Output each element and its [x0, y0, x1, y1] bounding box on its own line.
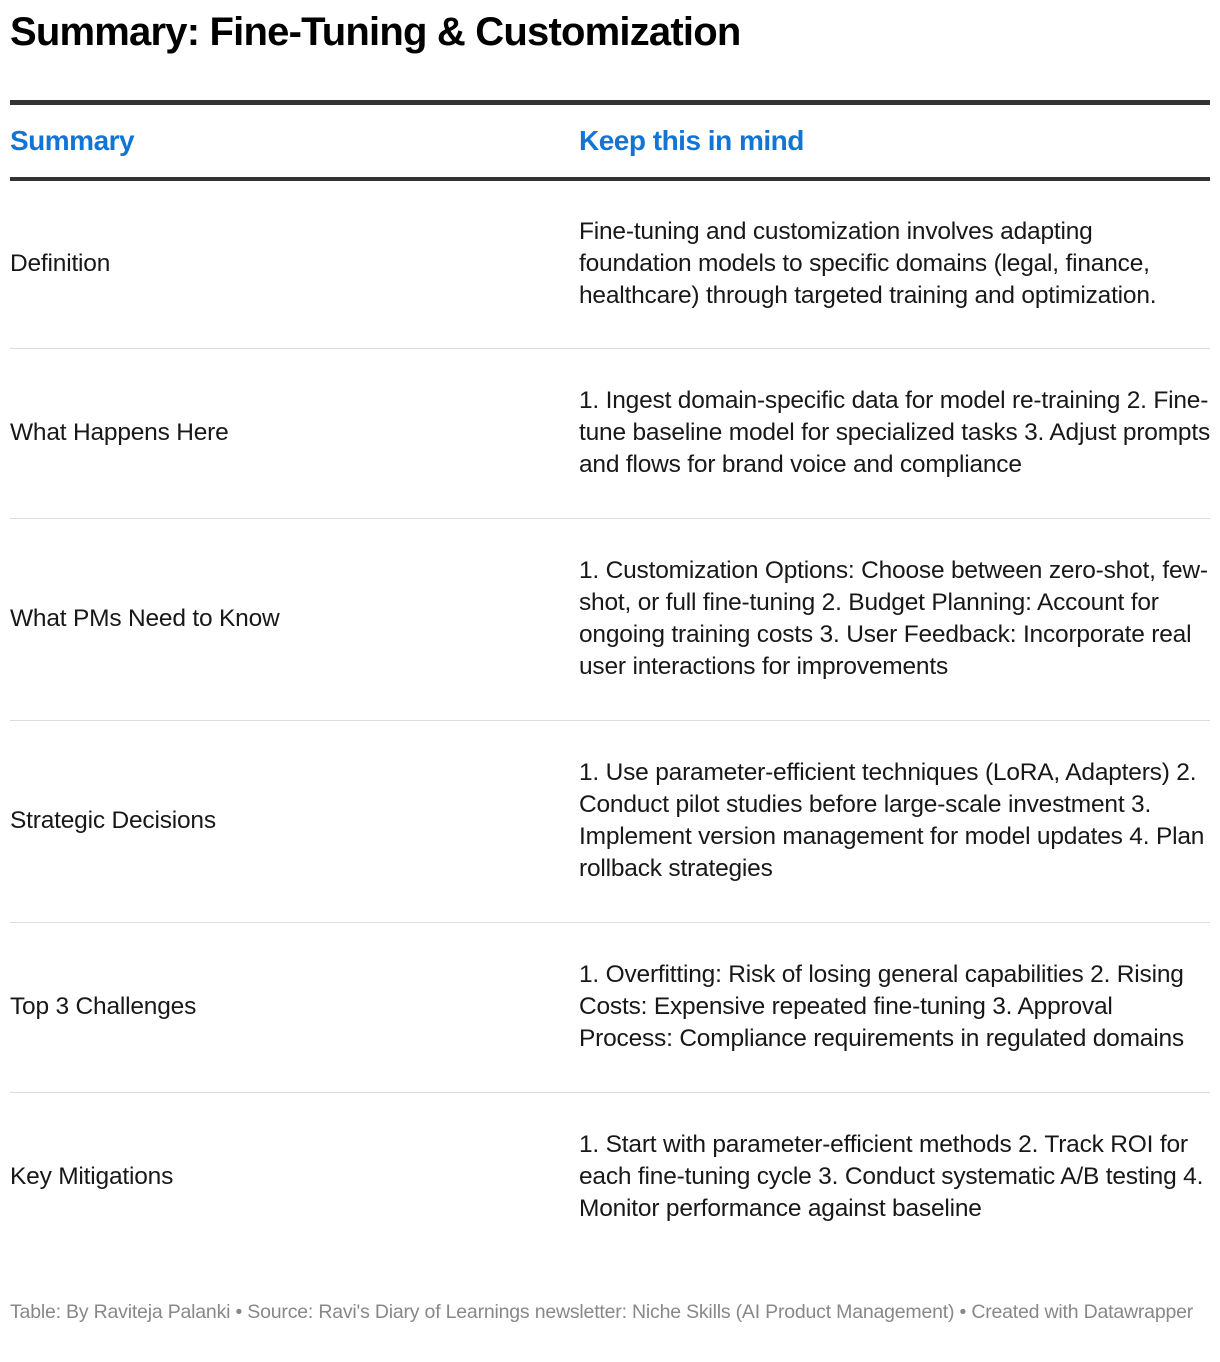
row-label: Strategic Decisions — [10, 720, 579, 922]
table-row — [10, 179, 1210, 348]
table-header-row — [10, 103, 1210, 180]
row-label: What Happens Here — [10, 348, 579, 518]
page-title: Summary: Fine-Tuning & Customization — [10, 10, 741, 54]
table-row — [10, 1092, 1210, 1262]
row-label: Key Mitigations — [10, 1163, 174, 1191]
row-text: 1. Ingest domain-specific data for model re-training 2. Fine-tune baseline model for specialized tasks 3. Adjust prompts and flows for brand voice and compliance — [579, 348, 1210, 518]
row-label: Top 3 Challenges — [10, 922, 579, 1092]
summary-table — [10, 100, 1210, 1262]
row-text: 1. Overfitting: Risk of losing general capabilities 2. Rising Costs: Expensive repeated fine-tuning 3. Approval Process: Compliance requirements in regulated domains — [579, 922, 1210, 1092]
table-row — [10, 348, 1210, 518]
source-footer: Table: By Raviteja Palanki • Source: Ravi's Diary of Learnings newsletter: Niche Skills (AI Product Management) • Created with Datawrapper — [10, 1301, 1194, 1323]
row-label: What PMs Need to Know — [10, 518, 579, 720]
table-row — [10, 720, 1210, 922]
table-row — [10, 922, 1210, 1092]
row-text: 1. Customization Options: Choose between zero-shot, few-shot, or full fine-tuning 2. Budget Planning: Account for ongoing training costs 3. User Feedback: Incorporate real user interactions for improvements — [579, 518, 1210, 720]
row-text: Fine-tuning and customization involves adapting foundation models to specific domains (legal, finance, healthcare) through targeted training and optimization. — [579, 179, 1210, 348]
row-label: Definition — [10, 179, 579, 348]
table-row — [10, 518, 1210, 720]
row-text: 1. Use parameter-efficient techniques (LoRA, Adapters) 2. Conduct pilot studies before large-scale investment 3. Implement version management for model updates 4. Plan rollback strategies — [579, 720, 1210, 922]
column-header-keep-in-mind[interactable]: Keep this in mind — [579, 103, 1210, 180]
row-text: 1. Start with parameter-efficient methods 2. Track ROI for each fine-tuning cycle 3. Conduct systematic A/B testing 4. Monitor performance against baseline — [579, 1131, 1204, 1223]
column-header-summary[interactable]: Summary — [10, 103, 579, 180]
